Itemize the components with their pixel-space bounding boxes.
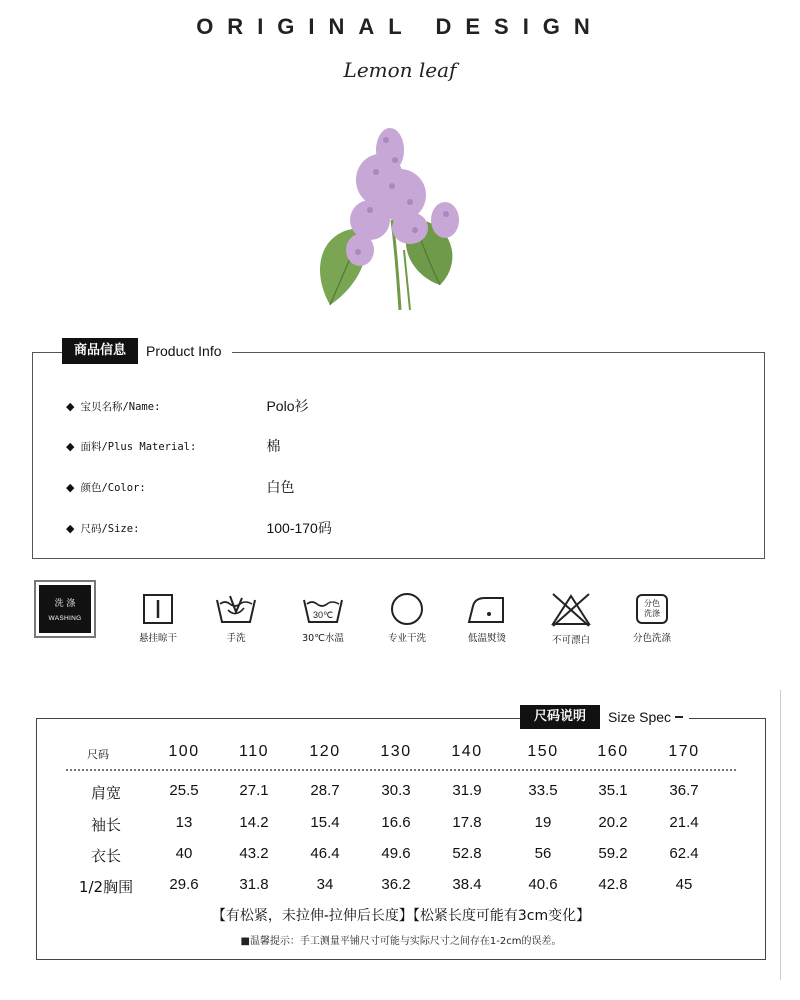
- size-cell: 17.8: [452, 814, 482, 831]
- info-value: 100-170码: [266, 520, 332, 536]
- info-row-size: [66, 518, 332, 538]
- size-cell: 20.2: [598, 814, 628, 831]
- info-value: 白色: [266, 479, 295, 495]
- lilac-flower-illustration: [300, 110, 480, 320]
- size-spec-tab-zh: 尺码说明: [520, 705, 600, 729]
- size-cell: 31.8: [239, 876, 269, 893]
- product-info-tab-zh: 商品信息: [62, 338, 138, 364]
- washing-badge: [34, 580, 96, 638]
- wash-30-badge: 30℃: [312, 610, 334, 620]
- size-cell: 25.5: [169, 782, 199, 799]
- info-row-color: [66, 477, 294, 497]
- size-cell: 62.4: [669, 845, 699, 862]
- info-label: 面料/Plus Material:: [80, 440, 197, 453]
- size-cell: 15.4: [310, 814, 340, 831]
- info-value: 棉: [266, 438, 281, 454]
- care-wash-30: [283, 592, 363, 644]
- size-cell: 36.2: [381, 876, 411, 893]
- header-dotted-divider: [66, 769, 736, 771]
- size-row-label: 1/2胸围: [78, 878, 134, 896]
- size-cell: 52.8: [452, 845, 482, 862]
- size-cell: 28.7: [310, 782, 340, 799]
- washing-badge-zh: 洗 涤: [54, 599, 76, 609]
- size-header-cell: 140: [451, 743, 483, 760]
- size-cell: 42.8: [598, 876, 628, 893]
- size-cell: 29.6: [169, 876, 199, 893]
- brand-title: ORIGINAL DESIGN: [196, 14, 604, 39]
- size-cell: 43.2: [239, 845, 269, 862]
- info-label: 颜色/Color:: [80, 481, 146, 494]
- care-label: 30℃水温: [302, 633, 344, 644]
- info-row-name: [66, 396, 309, 416]
- care-label: 手洗: [226, 633, 246, 644]
- size-cell: 40: [175, 845, 193, 862]
- size-cell: 36.7: [669, 782, 699, 799]
- size-cell: 30.3: [381, 782, 411, 799]
- care-label: 分色洗涤: [632, 633, 671, 644]
- size-row-label: 衣长: [90, 847, 121, 865]
- size-data-row: [66, 814, 736, 838]
- size-data-row: [66, 782, 736, 806]
- wash-30-icon: [301, 592, 345, 626]
- size-cell: 40.6: [528, 876, 558, 893]
- care-low-iron: [447, 592, 527, 644]
- size-cell: 38.4: [452, 876, 482, 893]
- size-header-cell: 150: [527, 743, 559, 760]
- size-header-cell: 160: [597, 743, 629, 760]
- size-header-cell: 120: [309, 743, 341, 760]
- size-cell: 49.6: [381, 845, 411, 862]
- separate-wash-icon: [634, 592, 670, 626]
- size-cell: 13: [175, 814, 193, 831]
- tab-dash: [675, 716, 683, 718]
- size-cell: 46.4: [310, 845, 340, 862]
- size-row-label: 袖长: [90, 816, 121, 834]
- size-cell: 33.5: [528, 782, 558, 799]
- size-data-row: [66, 876, 736, 900]
- care-label: 悬挂晾干: [138, 633, 177, 644]
- size-cell: 21.4: [669, 814, 699, 831]
- diamond-bullet-icon: ◆: [66, 480, 75, 494]
- care-no-bleach: [531, 592, 611, 646]
- brand-script: Lemon leaf: [343, 58, 457, 82]
- size-data-row: [66, 845, 736, 869]
- size-header-label: 尺码: [87, 748, 109, 761]
- care-label: 不可漂白: [551, 635, 590, 646]
- size-spec-tab-en: Size Spec: [608, 709, 672, 725]
- diamond-bullet-icon: ◆: [66, 521, 75, 535]
- size-header-cell: 110: [238, 743, 269, 760]
- size-row-label: 肩宽: [90, 784, 121, 802]
- stretch-note: 【有松紧，未拉伸-拉伸后长度】【松紧长度可能有3cm变化】: [211, 908, 591, 924]
- care-dry-clean: [367, 592, 447, 644]
- separate-wash-badge: 分色洗涤: [644, 599, 660, 618]
- care-hang-dry: [118, 592, 198, 644]
- size-cell: 35.1: [598, 782, 628, 799]
- info-value: Polo衫: [266, 398, 309, 414]
- size-cell: 16.6: [381, 814, 411, 831]
- size-spec-tab: [520, 705, 689, 729]
- diamond-bullet-icon: ◆: [66, 399, 75, 413]
- size-header-row: [66, 743, 736, 767]
- washing-badge-en: WASHING: [48, 615, 82, 622]
- size-cell: 34: [316, 876, 334, 893]
- product-info-tab-en: Product Info: [146, 343, 222, 359]
- size-header-cell: 170: [668, 743, 700, 760]
- size-cell: 27.1: [239, 782, 269, 799]
- size-cell: 59.2: [598, 845, 628, 862]
- hand-wash-icon: [214, 592, 258, 626]
- care-label: 专业干洗: [387, 633, 426, 644]
- care-separate-wash: [612, 592, 692, 644]
- info-label: 尺码/Size:: [80, 522, 140, 535]
- info-row-material: [66, 436, 280, 456]
- size-header-cell: 100: [168, 743, 200, 760]
- size-cell: 19: [534, 814, 552, 831]
- size-cell: 31.9: [452, 782, 482, 799]
- size-header-cell: 130: [380, 743, 412, 760]
- low-iron-icon: [465, 592, 509, 626]
- diamond-bullet-icon: ◆: [66, 439, 75, 453]
- measurement-tip: ■温馨提示：手工测量平铺尺寸可能与实际尺寸之间存在1-2cm的误差。: [240, 936, 562, 947]
- no-bleach-icon: [549, 592, 593, 628]
- size-cell: 45: [675, 876, 693, 893]
- info-label: 宝贝名称/Name:: [80, 400, 161, 413]
- size-cell: 56: [534, 845, 552, 862]
- size-cell: 14.2: [239, 814, 269, 831]
- hang-dry-icon: [141, 592, 175, 626]
- care-hand-wash: [196, 592, 276, 644]
- product-info-tab: [62, 338, 232, 364]
- care-label: 低温熨烫: [467, 633, 506, 644]
- dry-clean-icon: [389, 592, 425, 626]
- page-edge-rule: [780, 690, 781, 980]
